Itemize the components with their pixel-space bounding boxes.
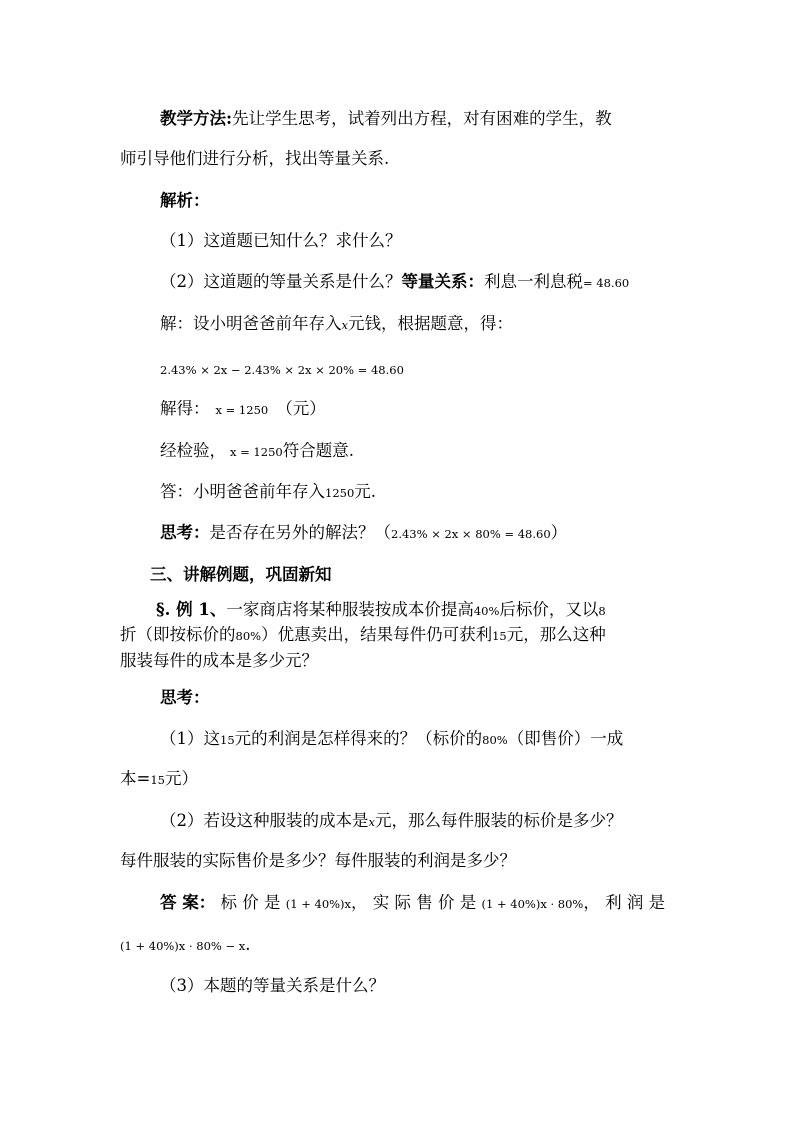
think-text: 是否存在另外的解法？（ — [209, 523, 391, 542]
question-2-text: （2）这道题的等量关系是什么？ — [160, 272, 402, 291]
example-1-math-1: 40% — [473, 604, 500, 618]
think-q2-line-1 — [160, 810, 720, 833]
check-post: 符合题意. — [282, 441, 354, 460]
teaching-method-label: 教学方法: — [160, 109, 233, 128]
think-line — [160, 522, 720, 545]
solution-setup-pre: 解：设小明爸爸前年存入 — [160, 314, 342, 333]
answer-2-text-c: ， 利 润 是 — [583, 893, 666, 912]
answer-2-line-2 — [120, 934, 680, 957]
example-1-text-e: 元，那么这种 — [506, 625, 606, 644]
example-1-line-3: 服装每件的成本是多少元？ — [120, 651, 318, 670]
solve-pre: 解得： — [160, 399, 210, 418]
teaching-method-text: 先让学生思考，试着列出方程，对有困难的学生，教 — [232, 109, 612, 128]
think-label: 思考： — [160, 523, 210, 542]
think-q1-text-c: （即售价）一成 — [507, 729, 624, 748]
answer-2-text-b: ， 实 际 售 价 是 — [351, 893, 477, 912]
think-q2-line-2: 每件服装的实际售价是多少？每件服装的利润是多少？ — [120, 851, 516, 870]
question-2 — [160, 271, 720, 294]
example-1-math-2: 8 — [598, 604, 606, 618]
example-1-text-b: 后标价，又以 — [499, 600, 599, 619]
think-q1-text-d: 本= — [120, 769, 151, 788]
answer-2-line-1 — [160, 892, 680, 915]
equality-relation-label: 等量关系： — [401, 272, 484, 291]
think-q1-text-b: 元的利润是怎样得来的？（标价的 — [234, 729, 483, 748]
example-1-text-d: ）优惠卖出，结果每件仍可获利 — [261, 625, 493, 644]
think-q1-text-a: （1）这 — [160, 729, 220, 748]
solution-setup-post: 元钱，根据题意，得： — [348, 314, 513, 333]
answer-pre: 答：小明爸爸前年存入 — [160, 482, 325, 501]
think-q1-math-2: 80% — [482, 733, 508, 747]
think-q2-text-a: （2）若设这种服装的成本是 — [160, 811, 369, 830]
example-1-math-4: 15 — [492, 629, 507, 643]
think-math: 2.43% × 2x × 80% = 48.60 — [391, 527, 551, 541]
think-q3: （3）本题的等量关系是什么？ — [160, 976, 385, 995]
think-q1-line-1 — [160, 728, 720, 751]
teaching-method-line-2 — [120, 148, 680, 170]
solve-line — [160, 398, 720, 421]
equation — [160, 358, 720, 381]
answer-2-math-1: (1 + 40%)x — [285, 897, 352, 911]
think-2-label: 思考： — [160, 688, 210, 707]
think-q1-line-2 — [120, 768, 680, 791]
equality-relation-value: = 48.60 — [583, 276, 630, 290]
answer-2-math-2: (1 + 40%)x · 80% — [481, 897, 584, 911]
example-1-line-2 — [120, 624, 680, 647]
solve-post: （元） — [276, 399, 326, 418]
answer-line — [160, 481, 720, 504]
answer-post: 元. — [354, 482, 377, 501]
think-q2-text-b: 元，那么每件服装的标价是多少？ — [375, 811, 623, 830]
solve-math: x = 1250 — [215, 403, 269, 417]
answer-2-label: 答 案： — [160, 893, 216, 912]
teaching-method-line — [160, 108, 720, 130]
equation-text: 2.43% × 2x − 2.43% × 2x × 20% = 48.60 — [160, 363, 404, 377]
think-close: ） — [550, 523, 568, 542]
think-q1-math-3: 15 — [150, 773, 165, 787]
example-1-text-c: 折（即按标价的 — [120, 625, 236, 644]
check-line — [160, 440, 720, 463]
check-pre: 经检验， — [160, 441, 226, 460]
think-q1-math-1: 15 — [220, 733, 235, 747]
example-1-line-1 — [156, 599, 716, 622]
example-1-text-a: 一家商店将某种服装按成本价提高 — [226, 600, 474, 619]
teaching-method-text-2: 师引导他们进行分析，找出等量关系. — [120, 149, 390, 168]
equality-relation-text: 利息一利息税 — [484, 272, 583, 291]
example-1-math-3: 80% — [235, 629, 262, 643]
think-q1-text-e: 元） — [164, 769, 198, 788]
think-q2-math-1: x — [368, 815, 375, 829]
answer-2-math-3: (1 + 40%)x · 80% − x — [120, 939, 246, 953]
answer-2-text-a: 标 价 是 — [220, 893, 281, 912]
answer-2-text-d: . — [245, 935, 251, 954]
solution-variable: x — [341, 318, 348, 332]
answer-math: 1250 — [325, 486, 355, 500]
example-1-label: §. 例 1、 — [156, 600, 227, 619]
section-3-heading: 三、讲解例题，巩固新知 — [150, 565, 332, 584]
question-1: （1）这道题已知什么？求什么？ — [160, 231, 402, 250]
analysis-label: 解析： — [160, 191, 210, 210]
check-math: x = 1250 — [230, 445, 283, 459]
solution-setup — [160, 313, 720, 336]
